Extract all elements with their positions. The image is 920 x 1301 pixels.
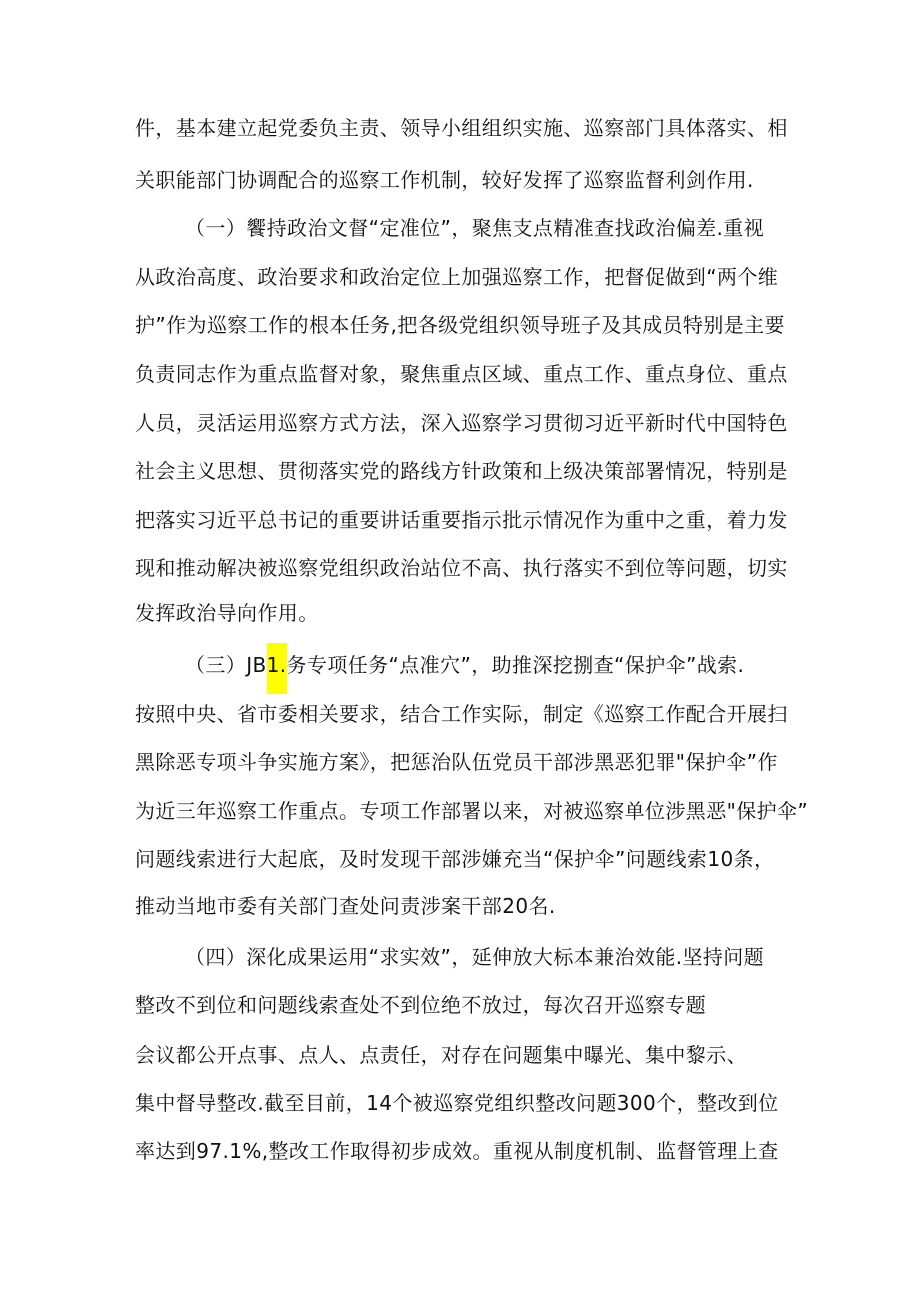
paragraph-3-prefix: （三）JB <box>185 653 267 677</box>
text-line-16: 问题线索进行大起底，及时发现干部涉嫌充当“保护伞”问题线索10条， <box>135 847 775 871</box>
text-line-8: 社会主义思想、贯彻落实党的路线方针政策和上级决策部署情况，特别是 <box>135 459 788 483</box>
text-line-15: 为近三年巡察工作重点。专项工作部署以来，对被巡察单位涉黑恶"保护伞” <box>135 799 809 823</box>
text-line-10: 现和推动解决被巡察党组织政治站位不高、执行落实不到位等问题，切实 <box>135 556 788 580</box>
text-line-11: 发挥政治导向作用。 <box>135 601 319 625</box>
text-line-14: 黑除恶专项斗争实施方案》，把惩治队伍党员干部涉黑恶犯罪"保护伞”作 <box>135 750 778 774</box>
text-line-13: 按照中央、省市委相关要求，结合工作实际，制定《巡察工作配合开展扫 <box>135 702 788 726</box>
text-line-7: 人员，灵活运用巡察方式方法，深入巡察学习贯彻习近平新时代中国特色 <box>135 411 788 435</box>
text-line-9: 把落实习近平总书记的重要讲话重要指示批示情况作为重中之重，着力发 <box>135 508 788 532</box>
paragraph-4-line-1: （四）深化成果运用“求实效”，延伸放大标本兼治效能.坚持问题 <box>185 945 765 969</box>
text-line-5: 护”作为巡察工作的根本任务,把各级党组织领导班子及其成员特别是主要 <box>135 313 785 337</box>
text-line-1: 件，基本建立起党委负主责、领导小组组织实施、巡察部门具体落实、相 <box>135 116 788 140</box>
text-line-17: 推动当地市委有关部门查处问责涉案干部20名. <box>135 894 556 918</box>
paragraph-3-line-1 <box>185 650 744 680</box>
text-line-20: 会议都公开点事、点人、点责任，对存在问题集中曝光、集中黎示、 <box>135 1043 747 1067</box>
text-line-22: 率达到97.1%,整改工作取得初步成效。重视从制度机制、监督管理上查 <box>135 1139 779 1163</box>
paragraph-3-rest: 务专项任务“点准穴”，助推深挖捌查“保护伞”战索. <box>286 653 745 677</box>
text-line-2: 关职能部门协调配合的巡察工作机制，较好发挥了巡察监督利剑作用. <box>135 168 754 192</box>
paragraph-1-line-1: （一）饗持政治文督“定准位”，聚焦支点精准查找政治偏差.重视 <box>185 216 765 240</box>
text-line-4: 从政治高度、政治要求和政治定位上加强巡察工作，把督促做到“两个维 <box>135 265 779 289</box>
text-line-6: 负责同志作为重点监督对象，聚焦重点区域、重点工作、重点身位、重点 <box>135 362 788 386</box>
text-line-21: 集中督导整改.截至目前，14个被巡察党组织整改问题300个，整改到位 <box>135 1091 779 1115</box>
highlighted-text: 1. <box>267 643 287 694</box>
text-line-19: 整改不到位和问题线索查处不到位绝不放过，每次召开巡察专题 <box>135 993 707 1017</box>
